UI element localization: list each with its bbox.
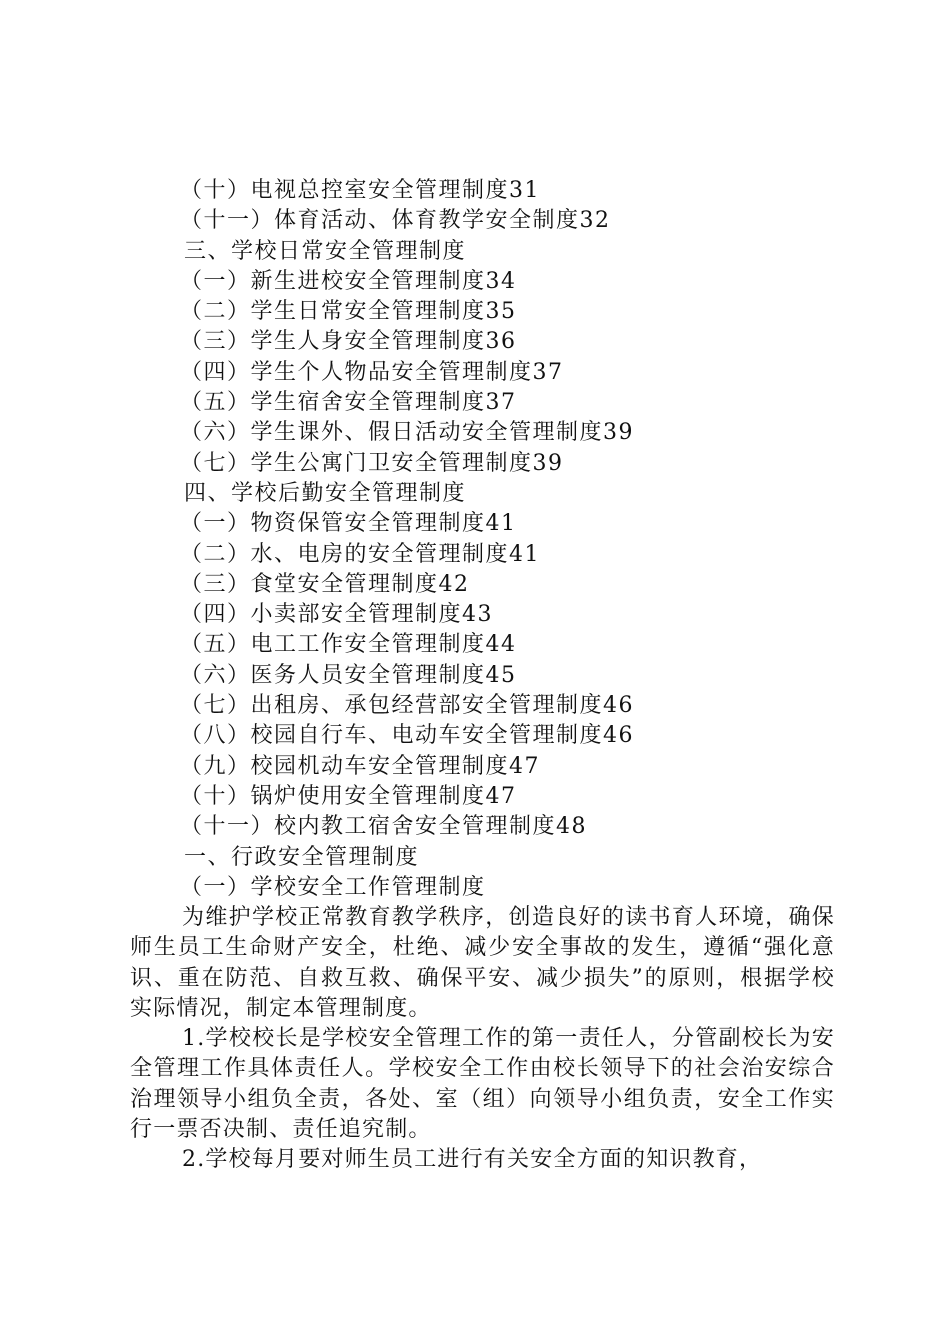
- toc-section-heading: 四、学校后勤安全管理制度: [184, 480, 467, 506]
- toc-line: （八）校园自行车、电动车安全管理制度46: [180, 723, 634, 749]
- subsection-heading: （一）学校安全工作管理制度: [180, 874, 486, 900]
- toc-line: （四）小卖部安全管理制度43: [180, 602, 493, 628]
- toc-section-heading: 三、学校日常安全管理制度: [184, 238, 467, 264]
- toc-line: （五）电工工作安全管理制度44: [180, 632, 517, 658]
- paragraph: 2.学校每月要对师生员工进行有关安全方面的知识教育，: [182, 1147, 763, 1173]
- paragraph: 为维护学校正常教育教学秩序，创造良好的读书育人环境，确保师生员工生命财产安全，杜绝、减少安全事故的发生，遵循“强化意识、重在防范、自救互救、确保平安、减少损失”的原则，根据学校实际情况，制定本管理制度。: [130, 905, 835, 1021]
- toc-line: （九）校园机动车安全管理制度47: [180, 753, 540, 779]
- body-text: [130, 903, 835, 1176]
- toc-line: （二）水、电房的安全管理制度41: [180, 541, 540, 567]
- toc-line: （三）学生人身安全管理制度36: [180, 329, 517, 355]
- toc-line: （五）学生宿舍安全管理制度37: [180, 390, 517, 416]
- toc-line: （十一）校内教工宿舍安全管理制度48: [180, 814, 587, 840]
- toc-line: （六）学生课外、假日活动安全管理制度39: [180, 420, 634, 446]
- toc-line: （一）物资保管安全管理制度41: [180, 511, 517, 537]
- toc-line: （七）出租房、承包经营部安全管理制度46: [180, 693, 634, 719]
- toc-line: （三）食堂安全管理制度42: [180, 571, 470, 597]
- paragraph: 1.学校校长是学校安全管理工作的第一责任人，分管副校长为安全管理工作具体责任人。学校安全工作由校长领导下的社会治安综合治理领导小组负全责，各处、室（组）向领导小组负责，安全工作实行一票否决制、责任追究制。: [130, 1026, 835, 1143]
- section-heading: 一、行政安全管理制度: [184, 844, 420, 870]
- toc-line: （十）锅炉使用安全管理制度47: [180, 783, 517, 809]
- toc-line: （一）新生进校安全管理制度34: [180, 268, 517, 294]
- toc-line: （十一）体育活动、体育教学安全制度32: [180, 208, 611, 234]
- toc-line: （四）学生个人物品安全管理制度37: [180, 359, 564, 385]
- toc-line: （二）学生日常安全管理制度35: [180, 299, 517, 325]
- toc-line: （七）学生公寓门卫安全管理制度39: [180, 450, 564, 476]
- table-of-contents: [180, 176, 880, 903]
- toc-line: （十）电视总控室安全管理制度31: [180, 178, 540, 203]
- toc-line: （六）医务人员安全管理制度45: [180, 662, 517, 688]
